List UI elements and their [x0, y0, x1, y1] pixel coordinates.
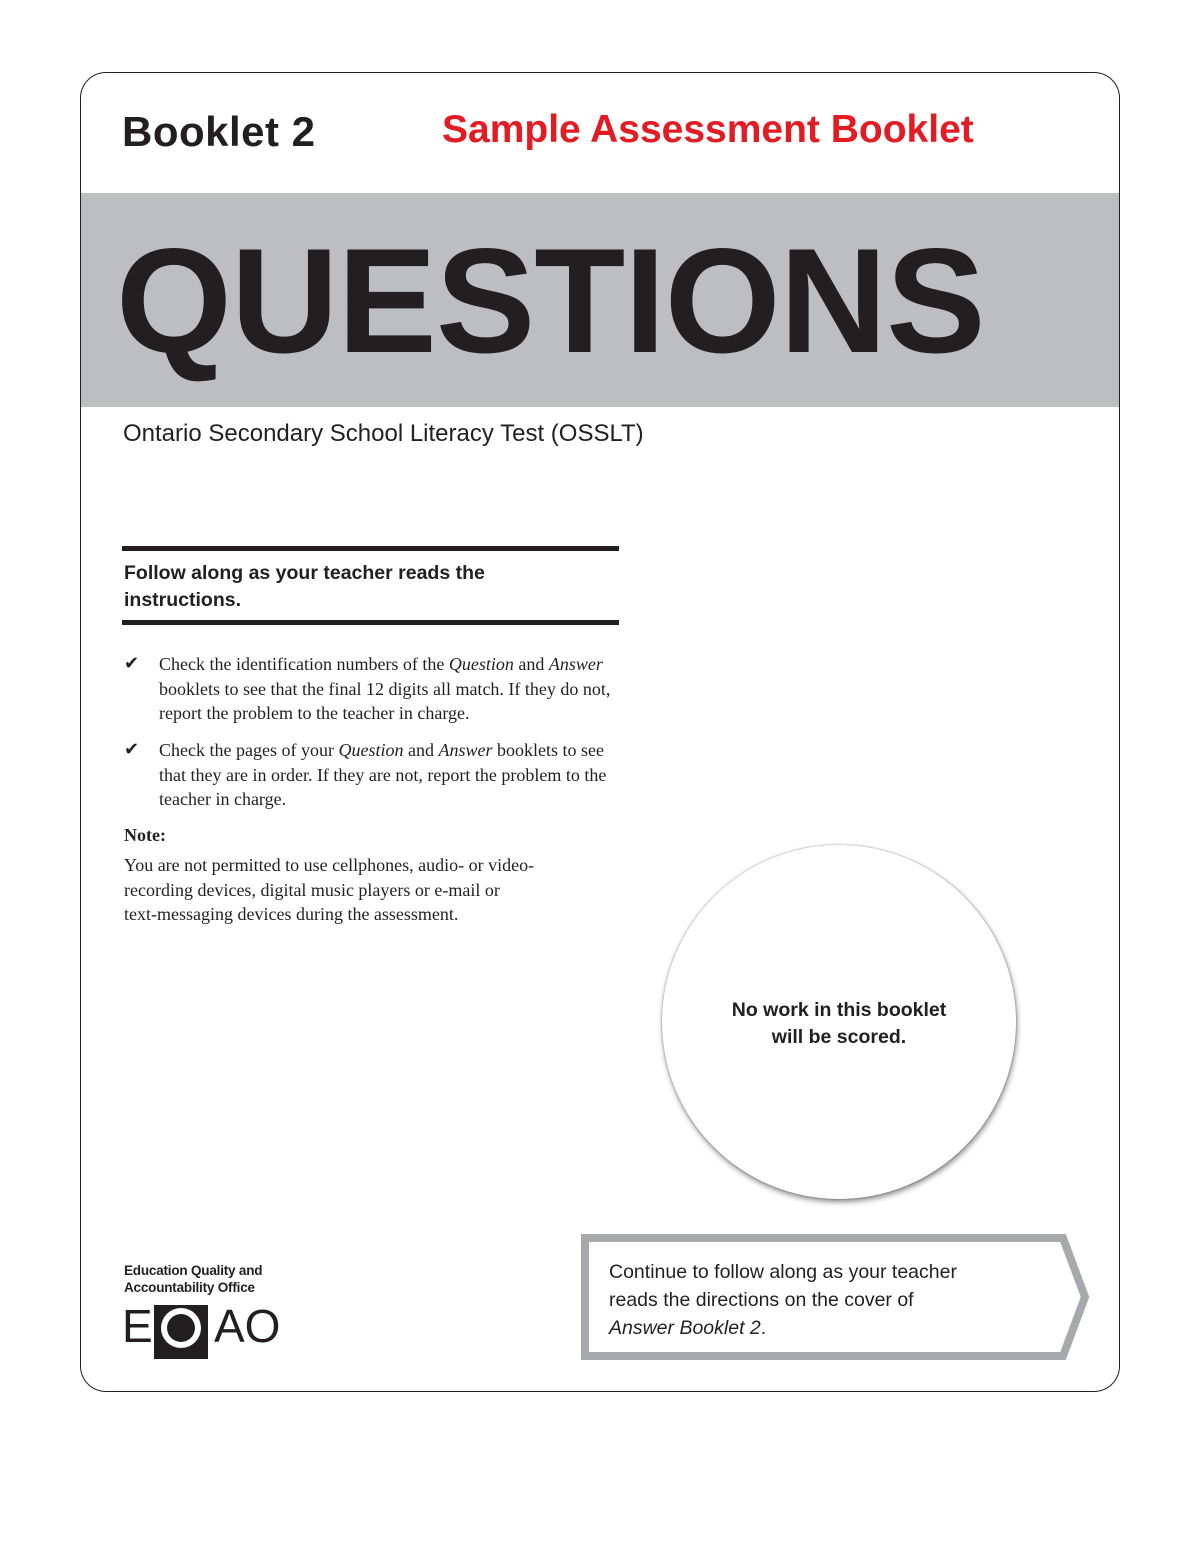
divider-bottom [122, 620, 619, 625]
instruction-item [124, 738, 624, 812]
note-heading: Note: [124, 825, 166, 845]
eqao-logo [122, 1300, 302, 1362]
continue-text: Continue to follow along as your teacher reads the directions on the cover of Answer Booklet 2. [609, 1261, 957, 1339]
note-text: You are not permitted to use cellphones, audio- or video- recording devices, digital music players or e-mail or text-messaging devices during the assessment. [124, 855, 535, 924]
notice-text: No work in this booklet will be scored. [731, 999, 947, 1048]
instruction-text: Check the identification numbers of the Question and Answer booklets to see that the final 12 digits all match. If they do not, report the problem to the teacher in charge. [159, 654, 611, 723]
instruction-item [124, 652, 624, 726]
instructions-heading-line2: instructions. [124, 589, 242, 611]
test-name: Ontario Secondary School Literacy Test (OSSLT) [123, 420, 644, 447]
instruction-text: Check the pages of your Question and Answer booklets to see that they are in order. If they are not, report the problem to the teacher in charge. [159, 740, 607, 809]
divider-top [122, 546, 619, 551]
checkmark-icon: ✔ [124, 739, 140, 760]
instructions-heading-line1: Follow along as your teacher reads the [124, 562, 485, 584]
logo-org-name: Education Quality and Accountability Office [124, 1263, 263, 1295]
svg-text:AO: AO [214, 1300, 281, 1352]
notice-circle [662, 845, 1016, 1199]
booklet-number: Booklet 2 [122, 108, 316, 155]
booklet-type: Sample Assessment Booklet [442, 108, 974, 151]
svg-text:E: E [122, 1300, 153, 1352]
checkmark-icon: ✔ [124, 653, 140, 674]
instructions-heading [124, 560, 594, 614]
page-title: QUESTIONS [116, 217, 985, 384]
